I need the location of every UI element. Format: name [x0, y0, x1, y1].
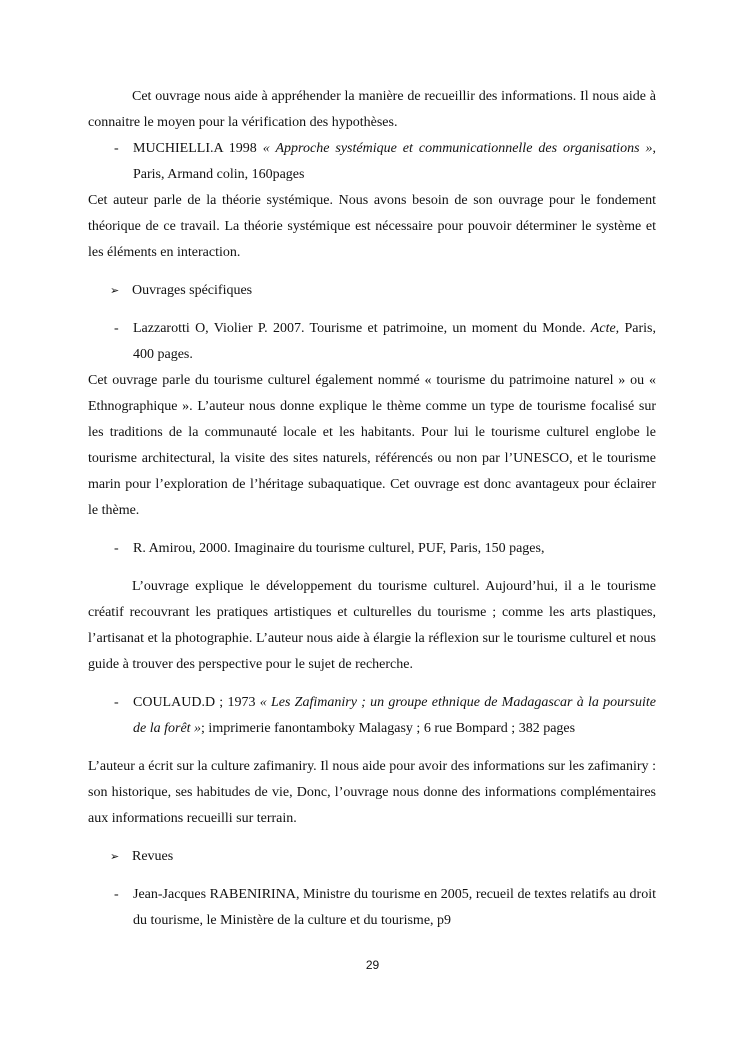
reference-muchielli — [88, 136, 656, 188]
list-dash: - — [114, 887, 119, 902]
heading-label: Ouvrages spécifiques — [132, 283, 253, 298]
reference-details: Paris, 400 pages. — [133, 321, 656, 362]
list-dash: - — [114, 321, 119, 336]
paragraph-zafimaniry: L’auteur a écrit sur la culture zafimaniry. Il nous aide pour avoir des informations sur les zafimaniry : son historique, ses habitudes de vie, Donc, l’ouvrage nous donne des informations complémentaires aux informations recueilli sur terrain. — [88, 759, 656, 826]
list-dash: - — [114, 141, 119, 156]
reference-author: COULAUD.D ; 1973 — [133, 695, 260, 710]
paragraph-method: Cet ouvrage nous aide à appréhender la manière de recueillir des informations. Il nous aide à connaitre le moyen pour la vérification des hypothèses. — [88, 89, 656, 130]
paragraph-development: L’ouvrage explique le développement du tourisme culturel. Aujourd’hui, il a le tourisme créatif recouvrant les pratiques artistiques et culturelles du tourisme ; comme les arts plastiques, l’artisanat et la photographie. L’auteur nous aide à élargie la réflexion sur le tourisme culturel et nous guide à trouver des perspective pour le sujet de recherche. — [88, 579, 656, 672]
reference-amirou — [88, 536, 656, 562]
list-dash: - — [114, 541, 119, 556]
reference-rabenirina — [88, 882, 656, 934]
reference-text: Lazzarotti O, Violier P. 2007. Tourisme et patrimoine, un moment du Monde. — [133, 321, 591, 336]
reference-title: « Approche systémique et communicationnelle des organisations » — [262, 141, 653, 156]
heading-reviews — [88, 844, 656, 870]
reference-title: « Les Zafimaniry ; un groupe ethnique de Madagascar à la poursuite de la forêt » — [133, 695, 656, 736]
arrow-bullet-icon: ➢ — [110, 284, 120, 297]
list-dash: - — [114, 695, 119, 710]
reference-lazzarotti — [88, 316, 656, 368]
reference-text: Jean-Jacques RABENIRINA, Ministre du tourisme en 2005, recueil de textes relatifs au droit du tourisme, le Ministère de la culture et du tourisme, p9 — [133, 887, 656, 928]
reference-coulaud — [88, 690, 656, 742]
heading-label: Revues — [132, 849, 174, 864]
reference-text: R. Amirou, 2000. Imaginaire du tourisme culturel, PUF, Paris, 150 pages, — [133, 541, 545, 556]
reference-author: MUCHIELLI.A 1998 — [133, 141, 263, 156]
paragraph-cultural-tourism: Cet ouvrage parle du tourisme culturel également nommé « tourisme du patrimoine naturel » ou « Ethnographique ». L’auteur nous donne explique le thème comme un type de tourisme focalisé sur les traditions de la communauté locale et les habitants. Pour lui le tourisme culturel englobe le tourisme architectural, la visite des sites naturels, référencés ou non par l’UNESCO, et le tourisme marin pour l’exploration de l’héritage subaquatique. Cet ouvrage est donc avantageux pour éclairer le thème. — [88, 373, 656, 518]
paragraph-systemic: Cet auteur parle de la théorie systémique. Nous avons besoin de son ouvrage pour le fondement théorique de ce travail. La théorie systémique est nécessaire pour pouvoir déterminer le système et les éléments en interaction. — [88, 193, 656, 260]
reference-details: ; imprimerie fanontamboky Malagasy ; 6 rue Bompard ; 382 pages — [201, 721, 576, 736]
reference-italic: Acte, — [590, 321, 620, 336]
arrow-bullet-icon: ➢ — [110, 850, 120, 863]
document-page — [88, 84, 656, 934]
reference-details: , Paris, Armand colin, 160pages — [133, 141, 656, 182]
heading-specific-works — [88, 278, 656, 304]
page-number: 29 — [365, 958, 380, 972]
